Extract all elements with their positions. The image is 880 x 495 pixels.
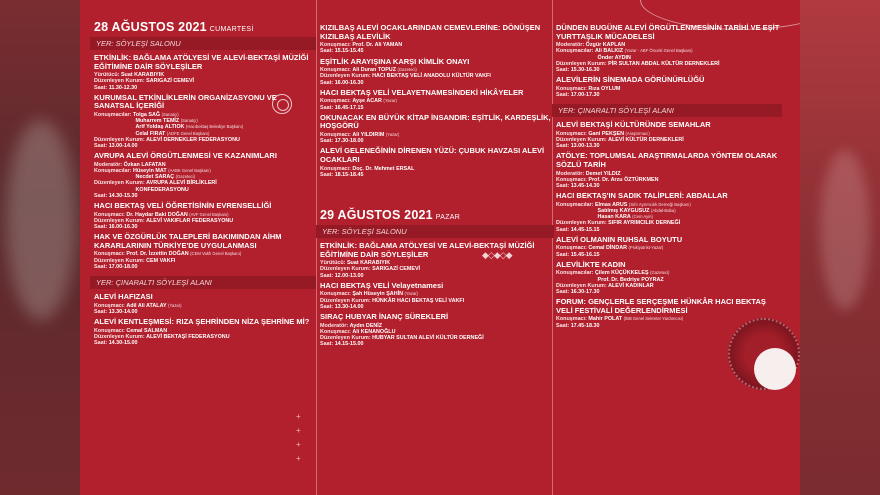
detail-value: Satılmış KAYGUSUZ <box>597 208 650 214</box>
day1-salon-events <box>94 54 316 270</box>
detail-value: HACI BEKTAŞ VELİ ANADOLU KÜLTÜR VAKFI <box>372 73 491 80</box>
detail-value: HÜNKÂR HACI BEKTAŞ VELİ VAKFI <box>372 297 465 304</box>
detail-note: (Sanatçı) <box>161 111 179 117</box>
detail-value: 16.30-17.30 <box>570 289 600 296</box>
detail-label: Konuşmacı: <box>320 67 351 74</box>
detail-value: Demet YILDIZ <box>585 170 621 177</box>
program-event <box>556 121 782 149</box>
detail-value: 13.45-14.30 <box>570 183 600 189</box>
detail-label: Konuşmacı: <box>320 131 351 138</box>
detail-value: Tolga SAĞ <box>132 111 161 118</box>
detail-value: 13.00-13.30 <box>570 143 600 150</box>
detail-value: ALEVİ VAKIFLAR FEDERASYONU <box>146 217 234 224</box>
detail-label: Düzenleyen Kurum: <box>320 297 371 304</box>
decorative-plus: + <box>296 440 301 449</box>
detail-label: Konuşmacı: <box>320 291 351 298</box>
detail-value: AVRUPA ALEVİ BİRLİKLERİ <box>146 180 217 187</box>
detail-label: Düzenleyen Kurum: <box>320 266 371 273</box>
program-event <box>556 192 782 233</box>
detail-label: Konuşmacılar: <box>556 270 594 277</box>
detail-label: Düzenleyen Kurum: <box>94 333 145 340</box>
detail-label: Konuşmacı: <box>556 245 587 252</box>
detail-label: Konuşmacı: <box>556 85 587 92</box>
detail-note: (CEM Vakfı Genel Başkanı) <box>190 251 242 257</box>
left-blurred-figure <box>6 120 76 320</box>
detail-label: Saat: <box>556 67 570 73</box>
event-detail-row <box>94 224 316 230</box>
detail-label: Konuşmacılar: <box>94 168 132 174</box>
detail-value: Doç. Dr. Mehmet ERSAL <box>352 165 415 172</box>
detail-label: Saat: <box>320 104 334 111</box>
event-detail-row <box>320 273 554 279</box>
detail-label: Konuşmacılar: <box>556 48 594 55</box>
event-title: HACI BEKTAŞ'IN SADIK TALİPLERİ: ABDALLAR <box>556 191 728 201</box>
event-detail-row <box>94 309 316 315</box>
right-blurred-background <box>800 0 880 495</box>
detail-label: Konuşmacı: <box>94 327 125 334</box>
program-event <box>94 54 316 91</box>
detail-note: (Yazar) <box>404 291 418 297</box>
day2-salon-events <box>320 242 554 347</box>
detail-value: HUBYAR SULTAN ALEVİ KÜLTÜR DERNEĞİ <box>372 334 484 341</box>
detail-note: (Yazar - ABF Önceki Genel Başkanı) <box>624 48 693 54</box>
program-event <box>556 261 782 295</box>
detail-value: Önder AYDIN <box>597 54 631 61</box>
detail-value: 14.45-15.15 <box>570 226 600 233</box>
detail-value: Suat KARABIYIK <box>120 72 165 79</box>
event-title: SIRAÇ HUBYAR İNANÇ SÜREKLERİ <box>320 311 449 321</box>
event-title: DÜNDEN BUGÜNE ALEVİ ÖRGÜTLENMESİNİN TARİHİ VE EŞİT YURTTAŞLIK MÜCADELESİ <box>556 23 780 41</box>
detail-label: Saat: <box>556 322 570 329</box>
program-event <box>320 89 554 111</box>
detail-note: (Yazar) <box>385 131 400 137</box>
detail-value: Rıza OYLUM <box>588 85 621 92</box>
detail-value: 15.30-16.30 <box>570 67 600 73</box>
detail-label: Saat: <box>320 171 334 178</box>
detail-value: Ayşe ACAR <box>352 98 382 105</box>
detail-label: Saat: <box>94 84 108 91</box>
event-title: OKUNACAK EN BÜYÜK KİTAP İNSANDIR: EŞİTLİK, KARDEŞLİK, HOŞGÖRÜ <box>320 112 551 131</box>
event-title: HAK VE ÖZGÜRLÜK TALEPLERİ BAKIMINDAN AİHM KARARLARININ TÜRKİYE'DE UYGULANMASI <box>94 232 282 250</box>
day1-date-text: 28 AĞUSTOS 2021 <box>94 20 207 34</box>
program-event <box>556 152 782 189</box>
detail-label: Moderatör: <box>556 170 585 177</box>
event-detail-row <box>320 105 554 111</box>
event-detail-row <box>320 172 554 178</box>
column-2 <box>320 24 554 350</box>
event-title: KURUMSAL ETKİNLİKLERİN ORGANİZASYONU VE SANATSAL İÇERİĞİ <box>94 92 277 111</box>
detail-value: ALEVİ DERNEKLER FEDERASYONU <box>146 136 240 143</box>
detail-note: (Hacıbektaş Belediye Başkanı) <box>185 124 244 130</box>
day1-venue-salon: YER: SÖYLEŞİ SALONU <box>90 37 316 50</box>
detail-note: (ADFE Genel Başkanı) <box>166 130 210 136</box>
day1-salon-events-cont <box>320 24 554 178</box>
column-divider <box>316 0 317 495</box>
event-title: ALEVİLERİN SİNEMADA GÖRÜNÜRLÜĞÜ <box>556 75 705 85</box>
detail-value: Şah Hüseyin ŞAHİN <box>352 291 403 298</box>
event-detail-row <box>94 264 316 270</box>
day1-date <box>94 20 316 34</box>
detail-note: (AABK Genel Başkanı) <box>168 168 211 173</box>
event-detail-row <box>556 183 782 189</box>
detail-label: Yürütücü: <box>320 260 346 267</box>
event-title: ALEVİLİKTE KADIN <box>556 259 626 269</box>
detail-label: Saat: <box>94 340 108 347</box>
detail-label: Düzenleyen Kurum: <box>94 180 145 187</box>
detail-label: Saat: <box>556 289 570 296</box>
program-event <box>320 24 554 55</box>
detail-label: Saat: <box>556 92 570 98</box>
detail-label: Saat: <box>94 263 108 270</box>
event-title: ALEVİ GELENEĞİNİN DİRENEN YÜZÜ: ÇUBUK HAVZASI ALEVİ OCAKLARI <box>320 146 545 164</box>
decorative-plus: + <box>296 412 301 421</box>
detail-label: Konuşmacı: <box>320 98 351 105</box>
detail-value: 17.00-18.00 <box>108 263 138 270</box>
detail-value: Cemal DİNDAR <box>588 245 627 252</box>
detail-label: Konuşmacı: <box>94 251 125 258</box>
event-title: HACI BEKTAŞ VELİ Velayetnamesi <box>320 280 444 290</box>
detail-value: Suat KARABIYIK <box>346 260 391 267</box>
detail-value: SIFIR AYRIMCILIK DERNEĞİ <box>608 220 681 227</box>
detail-label: Konuşmacı: <box>556 316 587 323</box>
event-title: AVRUPA ALEVİ ÖRGÜTLENMESİ VE KAZANIMLARI <box>94 151 277 161</box>
detail-value: Arif Yoldaş ALTIOK <box>135 124 185 131</box>
detail-value: Aydın DENİZ <box>349 322 383 329</box>
detail-value: ALEVİ BEKTAŞİ FEDERASYONU <box>146 333 230 340</box>
detail-label: Düzenleyen Kurum: <box>94 217 145 224</box>
detail-value: Prof. Dr. Bedriye POYRAZ <box>597 276 664 283</box>
event-detail-row <box>556 92 782 98</box>
program-event <box>94 293 316 315</box>
detail-value: Hasan KARA <box>597 214 631 221</box>
detail-note: (Araştırmacı) <box>625 130 650 136</box>
detail-value: 11.30-12.30 <box>108 84 138 91</box>
detail-value: 16.00-16.30 <box>108 224 138 231</box>
detail-note: (Sıfır Ayrımcılık Derneği Başkanı) <box>628 201 691 207</box>
detail-value: Özgür KAPLAN <box>585 42 626 49</box>
program-event <box>94 233 316 270</box>
program-poster <box>80 0 800 495</box>
detail-note: (Cem Ayin) <box>632 214 653 220</box>
detail-value: 16.45-17.15 <box>334 104 364 111</box>
detail-label: Düzenleyen Kurum: <box>556 282 607 289</box>
detail-label: Konuşmacı: <box>556 130 587 137</box>
detail-label: Saat: <box>94 192 108 199</box>
detail-label: Saat: <box>320 341 334 348</box>
detail-label: Düzenleyen Kurum: <box>556 60 607 67</box>
event-detail-row <box>94 193 316 199</box>
event-detail-row <box>556 227 782 233</box>
program-event <box>320 58 554 86</box>
day2-venue-salon: YER: SÖYLEŞİ SALONU <box>316 225 554 238</box>
detail-value: Gani PEKŞEN <box>588 130 625 137</box>
event-detail-row <box>556 289 782 295</box>
detail-note: (AVF Genel Başkanı) <box>189 211 229 217</box>
program-event <box>320 242 554 279</box>
event-title: HACI BEKTAŞ VELİ VELAYETNAMESİNDEKİ HİKÂYELER <box>320 87 524 97</box>
detail-value: 13.30-14.00 <box>334 303 364 310</box>
detail-value: Adil Ali ATALAY <box>126 302 167 309</box>
detail-note: (Gazeteci) <box>650 270 670 276</box>
detail-value: KONFEDERASYONU <box>135 186 189 193</box>
detail-value: ALEVİ KADINLAR <box>608 282 654 289</box>
detail-value: 17.00-17.30 <box>570 92 600 98</box>
day1-venue-cinaralti: YER: ÇINARALTI SÖYLEŞİ ALANI <box>90 276 316 289</box>
detail-value: Ali BALKIZ <box>594 48 624 55</box>
detail-value: Dr. Haydar Baki DOĞAN <box>126 211 188 218</box>
left-blurred-background <box>0 0 80 495</box>
detail-value: 14.15-15.00 <box>334 341 364 348</box>
detail-label: Moderatör: <box>94 161 123 168</box>
day2-date-text: 29 AĞUSTOS 2021 <box>320 207 433 222</box>
event-detail-row <box>320 48 554 54</box>
detail-value: Celal FIRAT <box>135 130 166 137</box>
detail-value: Özkan LAFATAN <box>123 161 166 168</box>
detail-label: Saat: <box>94 308 108 315</box>
detail-note: (Yazar) <box>168 302 182 308</box>
detail-note: (İBB Genel Sekreter Yardımcısı) <box>623 316 684 322</box>
day1-weekday: CUMARTESİ <box>209 26 254 33</box>
column-3 <box>556 24 782 332</box>
event-title: EŞİTLİK ARAYIŞINA KARŞI KİMLİK ONAYI <box>320 56 470 66</box>
decorative-circle <box>272 94 292 114</box>
program-event <box>320 114 554 145</box>
detail-note: (Gazeteci) <box>175 174 195 180</box>
event-title: ETKİNLİK: BAĞLAMA ATÖLYESİ VE ALEVİ-BEKTAŞİ MÜZİĞİ EĞİTİMİNE DAİR SÖYLEŞİLER <box>94 53 309 71</box>
event-title: ALEVİ OLMANIN RUHSAL BOYUTU <box>556 234 683 244</box>
detail-value: 12.00-13.00 <box>334 272 364 279</box>
detail-value: Muharrem TEMİZ <box>135 118 180 125</box>
detail-label: Düzenleyen Kurum: <box>320 73 371 80</box>
detail-label: Konuşmacılar: <box>556 201 594 208</box>
program-event <box>320 282 554 310</box>
detail-value: Necdet SARAÇ <box>135 174 175 181</box>
column-1 <box>94 20 316 349</box>
detail-label: Düzenleyen Kurum: <box>94 257 145 264</box>
detail-label: Saat: <box>556 183 570 189</box>
event-detail-row <box>320 304 554 310</box>
detail-value: 13.30-14.00 <box>108 308 138 315</box>
detail-value: Prof. Dr. Ali YAMAN <box>352 42 403 49</box>
detail-label: Moderatör: <box>556 42 585 49</box>
detail-value: Mahir POLAT <box>588 316 623 323</box>
program-event <box>94 318 316 346</box>
event-title: ALEVİ BEKTAŞİ KÜLTÜRÜNDE SEMAHLAR <box>556 120 711 130</box>
detail-value: 16.00-16.30 <box>334 79 364 86</box>
detail-label: Saat: <box>320 79 334 86</box>
event-detail-row <box>94 340 316 346</box>
day2-venue-cinaralti: YER: ÇINARALTI SÖYLEŞİ ALANI <box>552 104 782 117</box>
detail-label: Yürütücü: <box>94 72 120 79</box>
detail-label: Konuşmacı: <box>320 42 351 49</box>
detail-value: Ali KENANOĞLU <box>352 328 396 335</box>
program-event <box>556 24 782 73</box>
detail-label: Saat: <box>320 272 334 279</box>
detail-label: Düzenleyen Kurum: <box>94 136 145 143</box>
detail-label: Konuşmacı: <box>320 165 351 172</box>
detail-value: Çilem KÜÇÜKKELEŞ <box>594 270 649 277</box>
detail-value: Hüseyin MAT <box>132 168 167 174</box>
detail-note: (Sanatçı) <box>180 118 198 124</box>
detail-label: Saat: <box>556 143 570 150</box>
event-title: ATÖLYE: TOPLUMSAL ARAŞTIRMALARDA YÖNTEM OLARAK SÖZLÜ TARİH <box>556 151 778 169</box>
program-event <box>94 152 316 199</box>
decorative-plus: + <box>296 454 301 463</box>
event-detail-row <box>556 252 782 258</box>
detail-value: Prof. Dr. Arzu ÖZTÜRKMEN <box>588 176 659 183</box>
detail-label: Konuşmacı: <box>94 211 125 218</box>
detail-label: Saat: <box>320 48 334 55</box>
detail-label: Düzenleyen Kurum: <box>320 334 371 341</box>
detail-label: Düzenleyen Kurum: <box>556 220 607 227</box>
program-event <box>556 236 782 258</box>
detail-label: Saat: <box>556 226 570 233</box>
event-detail-row <box>320 138 554 144</box>
detail-value: PİR SULTAN ABDAL KÜLTÜR DERNEKLERİ <box>608 60 720 67</box>
day2-weekday: PAZAR <box>435 213 461 221</box>
event-title: KIZILBAŞ ALEVİ OCAKLARINDAN CEMEVLERİNE: DÖNÜŞEN KIZILBAŞ ALEVİLİK <box>320 23 541 41</box>
detail-value: Elmas ARUS <box>594 201 628 208</box>
event-title: ETKİNLİK: BAĞLAMA ATÖLYESİ VE ALEVİ-BEKTAŞİ MÜZİĞİ EĞİTİMİNE DAİR SÖYLEŞİLER <box>320 240 535 259</box>
event-detail-row <box>94 85 316 91</box>
detail-value: Prof. Dr. İzzettin DOĞAN <box>126 251 189 258</box>
event-detail-row <box>556 143 782 149</box>
program-event <box>556 76 782 98</box>
detail-label: Düzenleyen Kurum: <box>556 137 607 143</box>
detail-value: 17.30-18.00 <box>334 138 364 145</box>
detail-label: Saat: <box>94 224 108 231</box>
event-detail-row <box>94 143 316 149</box>
detail-label: Saat: <box>320 303 334 310</box>
program-event <box>320 313 554 347</box>
detail-value: Ali Duran TOPUZ <box>352 67 396 74</box>
program-event <box>94 202 316 230</box>
right-blurred-figure <box>820 150 870 310</box>
detail-value: SARIGAZİ CEMEVİ <box>372 266 421 273</box>
event-detail-row <box>320 341 554 347</box>
day2-salon-events-cont <box>556 24 782 98</box>
detail-value: 15.15-15.45 <box>334 48 364 55</box>
detail-value: CEM VAKFI <box>146 257 176 264</box>
decorative-diamonds: ◆◇◆◇◆ <box>482 250 512 260</box>
detail-label: Konuşmacı: <box>320 328 351 335</box>
event-title: HACI BEKTAŞ VELİ ÖĞRETİSİNİN EVRENSELLİĞİ <box>94 201 272 211</box>
program-event <box>320 147 554 178</box>
event-title: ALEVİ KENTLEŞMESİ: RIZA ŞEHRİNDEN NİZA ŞEHRİNE Mİ? <box>94 317 310 327</box>
detail-label: Konuşmacı: <box>94 302 125 309</box>
detail-label: Konuşmacı: <box>556 176 587 183</box>
detail-value: 17.45-18.30 <box>570 322 600 329</box>
detail-note: (Psikiyatrist-Yazar) <box>628 245 664 251</box>
detail-value: 14.30-15.30 <box>108 192 138 199</box>
event-title: ALEVİ HAFIZASI <box>94 292 153 302</box>
detail-value: 13.00-14.00 <box>108 143 138 149</box>
detail-label: Saat: <box>320 138 334 145</box>
detail-value: 14.30-15.00 <box>108 340 138 347</box>
detail-value: SARIGAZİ CEMEVİ <box>146 78 195 85</box>
detail-value: 18.15-18.45 <box>334 171 364 178</box>
detail-value: 15.45-16.15 <box>570 251 600 258</box>
detail-label: Düzenleyen Kurum: <box>94 78 145 85</box>
detail-note: (Yazar) <box>383 98 397 104</box>
detail-label: Saat: <box>556 251 570 258</box>
decorative-plus: + <box>296 426 301 435</box>
event-detail-row <box>556 67 782 73</box>
detail-note: (Gazeteci) <box>397 67 417 73</box>
detail-value: ALEVİ KÜLTÜR DERNEKLERİ <box>608 137 684 143</box>
event-detail-row <box>320 80 554 86</box>
detail-label: Konuşmacılar: <box>94 111 132 118</box>
detail-note: (Abdal-Baba) <box>650 208 676 213</box>
event-title: FORUM: GENÇLERLE SERÇEŞME HÜNKÂR HACI BEKTAŞ VELİ FESTİVALİ DEĞERLENDİRMESİ <box>556 297 766 315</box>
day2-cinaralti-events <box>556 121 782 329</box>
detail-value: Ali YILDIRIM <box>352 131 385 138</box>
detail-value: Cemal SALMAN <box>126 327 168 334</box>
detail-label: Moderatör: <box>320 322 349 329</box>
day1-cinaralti-events <box>94 293 316 346</box>
day2-date <box>320 208 554 222</box>
decorative-dot <box>754 348 796 390</box>
detail-label: Saat: <box>94 143 108 149</box>
